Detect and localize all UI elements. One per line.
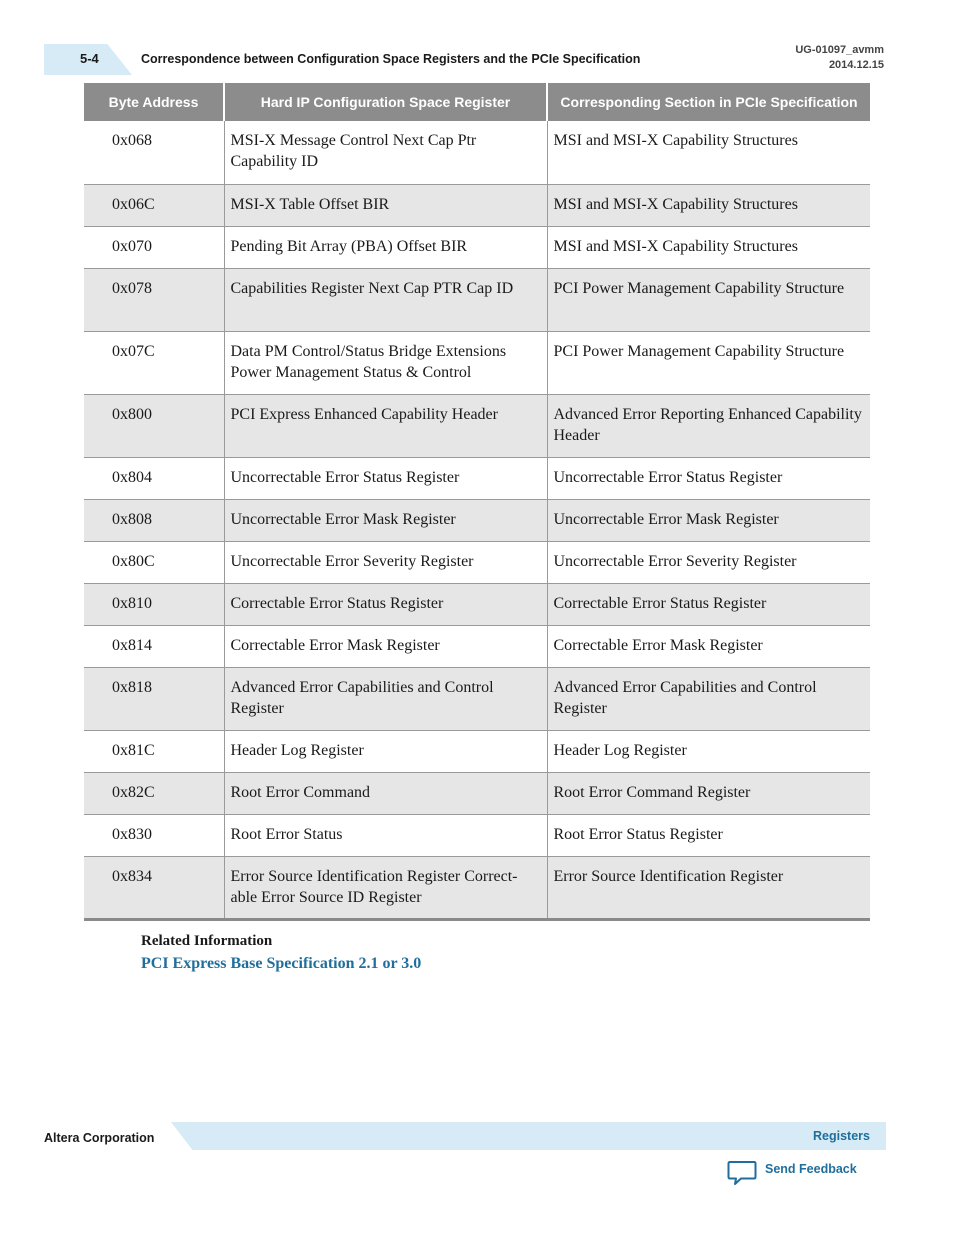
cell-register: Root Error Status (224, 814, 547, 856)
cell-register: Data PM Control/Status Bridge Extensions Power Management Status & Control (224, 331, 547, 394)
speech-bubble-icon[interactable] (727, 1159, 757, 1187)
cell-register: Uncorrectable Error Severity Register (224, 541, 547, 583)
cell-spec-section: MSI and MSI-X Capability Structures (547, 121, 870, 184)
doc-meta (795, 43, 884, 73)
cell-register: PCI Express Enhanced Capability Header (224, 394, 547, 457)
cell-spec-section: MSI and MSI-X Capability Structures (547, 226, 870, 268)
send-feedback-link[interactable]: Send Feedback (765, 1162, 857, 1176)
cell-register: Capabilities Register Next Cap PTR Cap ID (224, 268, 547, 331)
cell-spec-section: Root Error Command Register (547, 772, 870, 814)
related-info-label: Related Information (141, 933, 273, 949)
cell-byte-address: 0x07C (84, 331, 224, 394)
cell-byte-address: 0x834 (84, 856, 224, 919)
cell-byte-address: 0x830 (84, 814, 224, 856)
cell-register: Uncorrectable Error Mask Register (224, 499, 547, 541)
cell-spec-section: Error Source Identification Register (547, 856, 870, 919)
pcie-spec-link[interactable]: PCI Express Base Specification 2.1 or 3.0 (141, 955, 422, 972)
table-row (84, 541, 870, 583)
cell-byte-address: 0x800 (84, 394, 224, 457)
cell-byte-address: 0x80C (84, 541, 224, 583)
cell-byte-address: 0x810 (84, 583, 224, 625)
cell-spec-section: PCI Power Management Capability Structure (547, 331, 870, 394)
cell-byte-address: 0x06C (84, 184, 224, 226)
table-row (84, 814, 870, 856)
cell-register: MSI-X Table Offset BIR (224, 184, 547, 226)
cell-spec-section: Uncorrectable Error Mask Register (547, 499, 870, 541)
cell-register: MSI-X Message Control Next Cap Ptr Capability ID (224, 121, 547, 184)
footer-company: Altera Corporation (44, 1131, 155, 1145)
doc-id: UG-01097_avmm (795, 44, 884, 56)
cell-byte-address: 0x808 (84, 499, 224, 541)
table-row (84, 121, 870, 184)
table-row (84, 772, 870, 814)
cell-byte-address: 0x068 (84, 121, 224, 184)
cell-register: Uncorrectable Error Status Register (224, 457, 547, 499)
cell-spec-section: Root Error Status Register (547, 814, 870, 856)
table-body (84, 121, 870, 919)
footer-band (171, 1122, 886, 1150)
cell-spec-section: Header Log Register (547, 730, 870, 772)
cell-byte-address: 0x078 (84, 268, 224, 331)
table-row (84, 331, 870, 394)
cell-register: Correctable Error Mask Register (224, 625, 547, 667)
cell-register: Error Source Identification Register Correct-able Error Source ID Register (224, 856, 547, 919)
cell-register: Pending Bit Array (PBA) Offset BIR (224, 226, 547, 268)
column-header-byte-address: Byte Address (84, 83, 224, 121)
cell-spec-section: Uncorrectable Error Severity Register (547, 541, 870, 583)
footer-section-link[interactable]: Registers (813, 1129, 870, 1143)
table-row (84, 184, 870, 226)
cell-byte-address: 0x818 (84, 667, 224, 730)
table-row (84, 226, 870, 268)
cell-spec-section: Advanced Error Reporting Enhanced Capability Header (547, 394, 870, 457)
table-row (84, 730, 870, 772)
column-header-register: Hard IP Configuration Space Register (224, 83, 547, 121)
table-row (84, 499, 870, 541)
table-row (84, 394, 870, 457)
register-table (84, 83, 870, 921)
doc-date: 2014.12.15 (828, 59, 884, 71)
table-row (84, 457, 870, 499)
cell-spec-section: MSI and MSI-X Capability Structures (547, 184, 870, 226)
cell-byte-address: 0x814 (84, 625, 224, 667)
cell-register: Correctable Error Status Register (224, 583, 547, 625)
table-row (84, 583, 870, 625)
cell-spec-section: Advanced Error Capabilities and Control Register (547, 667, 870, 730)
cell-byte-address: 0x804 (84, 457, 224, 499)
column-header-spec-section: Corresponding Section in PCIe Specification (547, 83, 870, 121)
table-row (84, 856, 870, 919)
cell-register: Header Log Register (224, 730, 547, 772)
table-row (84, 667, 870, 730)
cell-spec-section: PCI Power Management Capability Structure (547, 268, 870, 331)
page-number: 5-4 (80, 51, 99, 66)
cell-register: Advanced Error Capabilities and Control Register (224, 667, 547, 730)
cell-byte-address: 0x070 (84, 226, 224, 268)
table-row (84, 268, 870, 331)
table-header-row (84, 83, 870, 121)
table-row (84, 625, 870, 667)
cell-spec-section: Correctable Error Mask Register (547, 625, 870, 667)
cell-byte-address: 0x82C (84, 772, 224, 814)
cell-byte-address: 0x81C (84, 730, 224, 772)
cell-register: Root Error Command (224, 772, 547, 814)
cell-spec-section: Uncorrectable Error Status Register (547, 457, 870, 499)
page-title: Correspondence between Configuration Space Registers and the PCIe Specification (141, 52, 641, 66)
cell-spec-section: Correctable Error Status Register (547, 583, 870, 625)
